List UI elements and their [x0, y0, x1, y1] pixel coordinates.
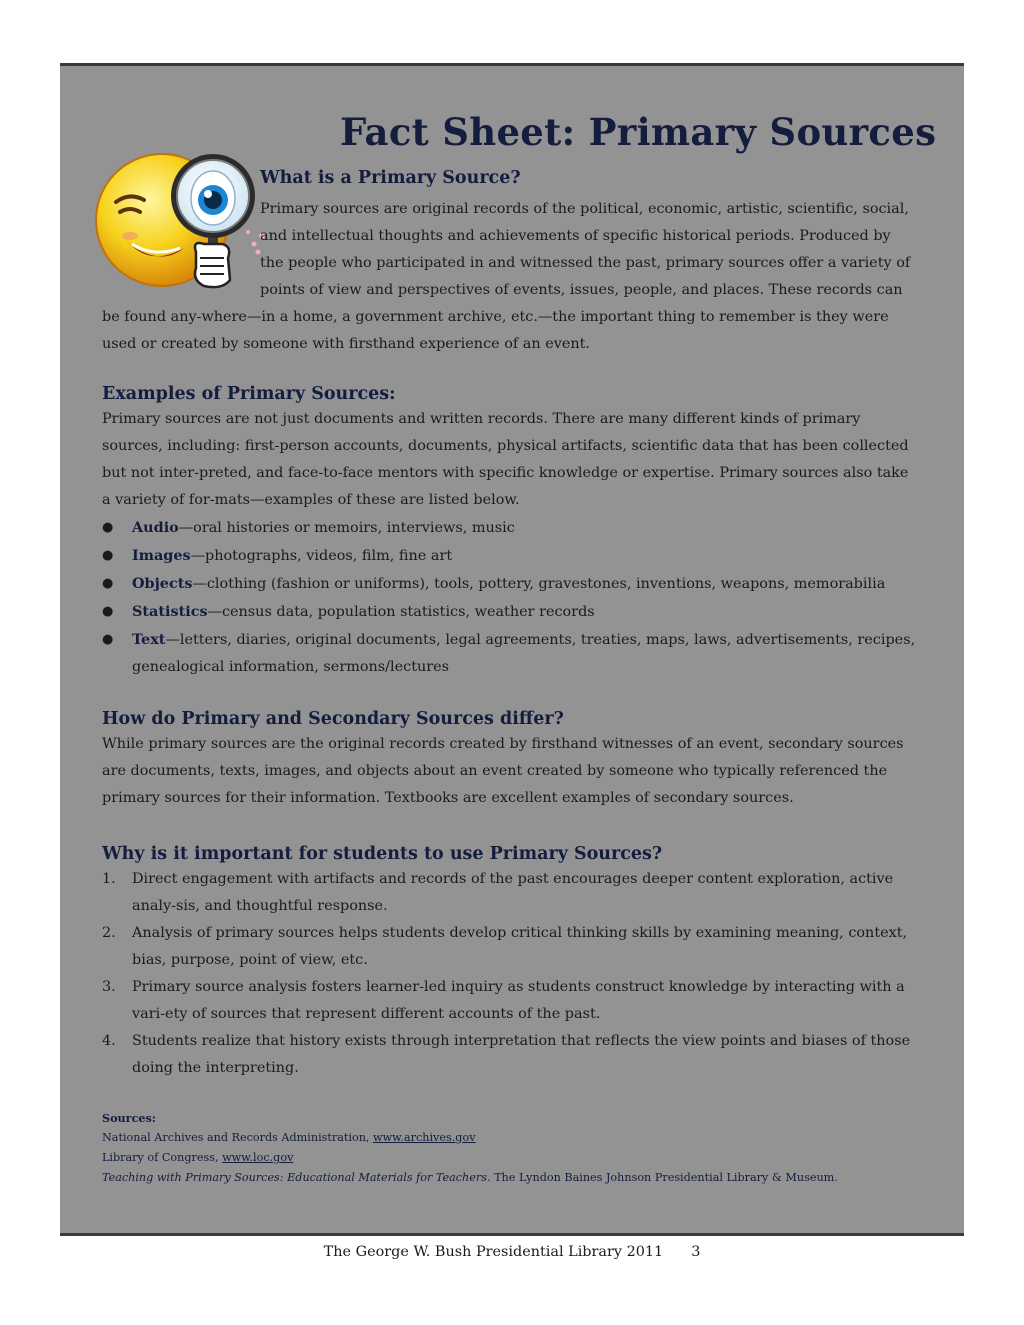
page-footer [0, 1244, 1024, 1260]
list-item: 1. Direct engagement with artifacts and records of the past encourages deeper content exploration, active analy-sis, and thoughtful response. [102, 871, 894, 914]
smiley-float-space [102, 196, 260, 301]
bullet-icon: ● [102, 604, 114, 619]
sources-block [102, 1108, 917, 1188]
examples-list [102, 514, 917, 681]
differ-heading: How do Primary and Secondary Sources differ? [102, 709, 564, 729]
bullet-icon: ● [102, 520, 114, 535]
differ-paragraph: While primary sources are the original records created by firsthand witnesses of an event, secondary sources are documents, texts, images, and objects about an event created by someone who typically referenced the primary sources for their information. Textbooks are excellent examples of secondary sources. [102, 736, 904, 806]
list-item: ● Audio—oral histories or memoirs, interviews, music [102, 514, 917, 542]
bullet-icon: ● [102, 576, 114, 591]
archives-link[interactable]: www.archives.gov [373, 1131, 476, 1144]
examples-section [102, 384, 917, 681]
page-title: Fact Sheet: Primary Sources [340, 110, 937, 154]
list-item: 3. Primary source analysis fosters learner-led inquiry as students construct knowledge by interacting with a vari-ety of sources that represent different accounts of the past. [102, 979, 905, 1022]
why-section [102, 844, 917, 1082]
examples-paragraph: Primary sources are not just documents and written records. There are many different kinds of primary sources, including: first-person accounts, documents, physical artifacts, scientific data that has been collected but not inter-preted, and face-to-face mentors with specific knowledge or expertise. Primary sources also take a variety of for-mats—examples of these are listed below. [102, 411, 909, 508]
list-item: ● Objects—clothing (fashion or uniforms), tools, pottery, gravestones, inventions, weapons, memorabilia [102, 570, 917, 598]
bullet-icon: ● [102, 632, 114, 647]
what-is-heading: What is a Primary Source? [260, 168, 521, 188]
source-line-lbj: Teaching with Primary Sources: Educational Materials for Teachers. The Lyndon Baines Johnson Presidential Library & Museum. [102, 1171, 838, 1184]
list-item: ● Statistics—census data, population statistics, weather records [102, 598, 917, 626]
list-item: 2. Analysis of primary sources helps students develop critical thinking skills by examining meaning, context, bias, purpose, point of view, etc. [102, 925, 908, 968]
why-heading: Why is it important for students to use Primary Sources? [102, 844, 663, 864]
source-line-loc: Library of Congress, www.loc.gov [102, 1151, 294, 1164]
bullet-icon: ● [102, 548, 114, 563]
list-item: ● Text—letters, diaries, original documents, legal agreements, treaties, maps, laws, advertisements, recipes, genealogical information, sermons/lectures [102, 626, 917, 681]
loc-link[interactable]: www.loc.gov [222, 1151, 294, 1164]
page-number: 3 [691, 1244, 701, 1260]
intro-paragraph: Primary sources are original records of the political, economic, artistic, scientific, social, and intellectual thoughts and achievements of specific historical periods. Produced by the people who participated in and witnessed the past, primary sources offer a variety of points of view and perspectives of events, issues, people, and places. These records can be found any-where—in a home, a government archive, etc.—the important thing to remember is they were used or created by someone with firsthand experience of an event. [102, 196, 917, 358]
source-line-nara: National Archives and Records Administration, www.archives.gov [102, 1131, 476, 1144]
list-item: ● Images—photographs, videos, film, fine art [102, 542, 917, 570]
list-item: 4. Students realize that history exists through interpretation that reflects the view points and biases of those doing the interpreting. [102, 1033, 911, 1076]
examples-heading: Examples of Primary Sources: [102, 384, 396, 404]
footer-text: The George W. Bush Presidential Library 2011 [323, 1244, 664, 1260]
fact-sheet-panel [60, 63, 964, 1236]
why-list [102, 866, 917, 1082]
differ-section [102, 709, 917, 812]
sources-label: Sources: [102, 1111, 156, 1125]
